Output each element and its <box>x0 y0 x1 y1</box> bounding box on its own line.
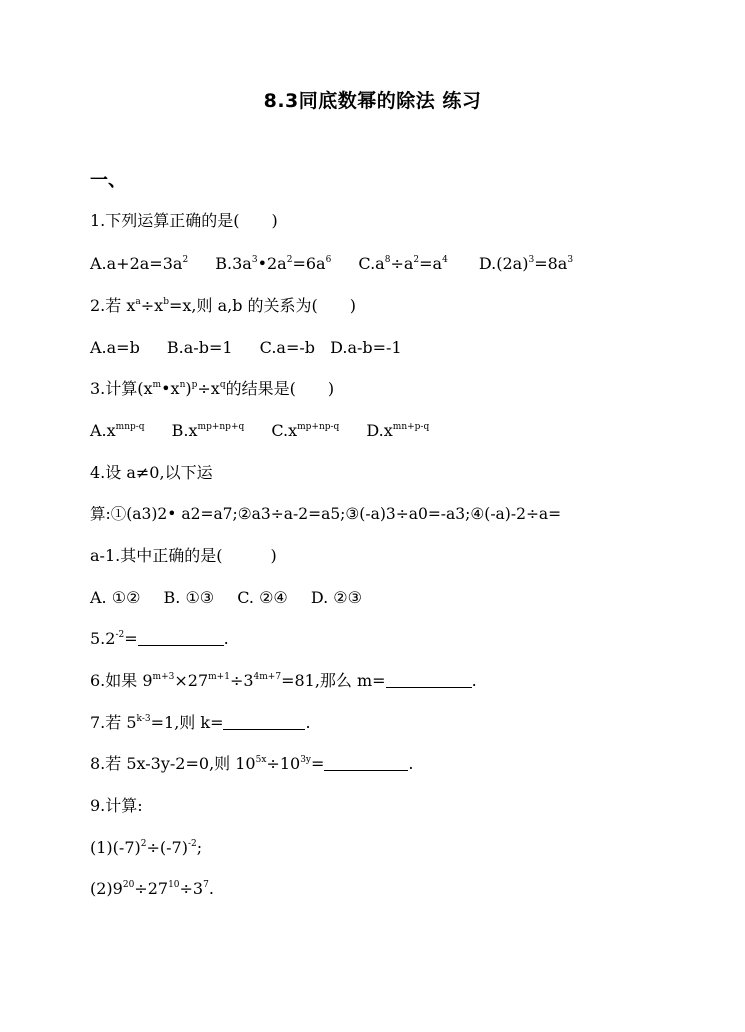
question-9-sub-1: $(1)(-7)^2\div(-7)^{-2}$; <box>90 838 203 857</box>
q2-option-c: C.a=-b <box>259 338 315 357</box>
page-title: 8.3同底数幂的除法 练习 <box>263 90 482 112</box>
q3-option-a: $A.x^{mnp-q}$ <box>90 421 145 440</box>
question-9-stem: 9.计算: <box>90 796 143 815</box>
q2-option-a: A.a=b <box>90 338 140 357</box>
question-4-line1: 4.设 a≠0,以下运 <box>90 463 213 482</box>
question-2-options <box>90 337 424 359</box>
question-4-line2: 算:①(a3)2• a2=a7;②a3÷a-2=a5;③(-a)3÷a0=-a3;④(-a)-2÷a= <box>90 505 562 523</box>
q3-option-c: $C.x^{mp+np-q}$ <box>271 421 340 440</box>
q4-option-a: A. ①② <box>90 588 141 607</box>
q2-option-d: D.a-b=-1 <box>330 338 402 357</box>
q1-option-a: $A.a+2a=3a^2$ <box>90 254 189 273</box>
q3-option-b: $B.x^{mp+np+q}$ <box>171 421 245 440</box>
question-4-options <box>90 587 384 609</box>
question-3-stem: 3.计算$(x^m•x^n)^p\div x^q$的结果是( ) <box>90 379 335 398</box>
q7-answer-blank[interactable] <box>223 713 305 730</box>
question-5: $5.2^{-2}=$ . <box>90 629 229 648</box>
q4-option-d: D. ②③ <box>310 588 362 607</box>
question-9-sub-2: $(2)9^{20}\div 27^{10}\div 3^7$. <box>90 879 214 898</box>
q8-answer-blank[interactable] <box>324 754 408 771</box>
question-1-options <box>90 253 595 275</box>
section-heading: 一、 <box>90 170 126 191</box>
question-7: 7.若 $5^{k-3}=1$,则 k= . <box>90 713 311 732</box>
question-8: 8.若 5x-3y-2=0,则 $10^{5x}\div 10^{3y}=$ . <box>90 754 414 773</box>
question-3-options <box>90 420 451 442</box>
question-6: 6.如果 $9^{m+3}\times 27^{m+1}\div 3^{4m+7}=81$,那么 m= . <box>90 671 477 690</box>
q1-option-b: $B.3a^3•2a^2=6a^6$ <box>215 254 332 273</box>
q6-answer-blank[interactable] <box>386 671 472 688</box>
q2-option-b: B.a-b=1 <box>166 338 233 357</box>
question-4-line3: a-1.其中正确的是( ) <box>90 546 277 565</box>
question-2-stem: 2.若 $x^a\div x^b=x$,则 a,b 的关系为( ) <box>90 296 357 315</box>
q1-option-c: $C.a^8\div a^2=a^4$ <box>358 254 448 273</box>
question-1-stem: 1.下列运算正确的是( ) <box>90 211 278 230</box>
q5-answer-blank[interactable] <box>138 629 224 646</box>
q3-option-d: $D.x^{mn+p-q}$ <box>366 421 430 440</box>
q4-option-c: C. ②④ <box>237 588 288 607</box>
q4-option-b: B. ①③ <box>163 588 215 607</box>
q1-option-d: $D.(2a)^3=8a^3$ <box>478 254 574 273</box>
